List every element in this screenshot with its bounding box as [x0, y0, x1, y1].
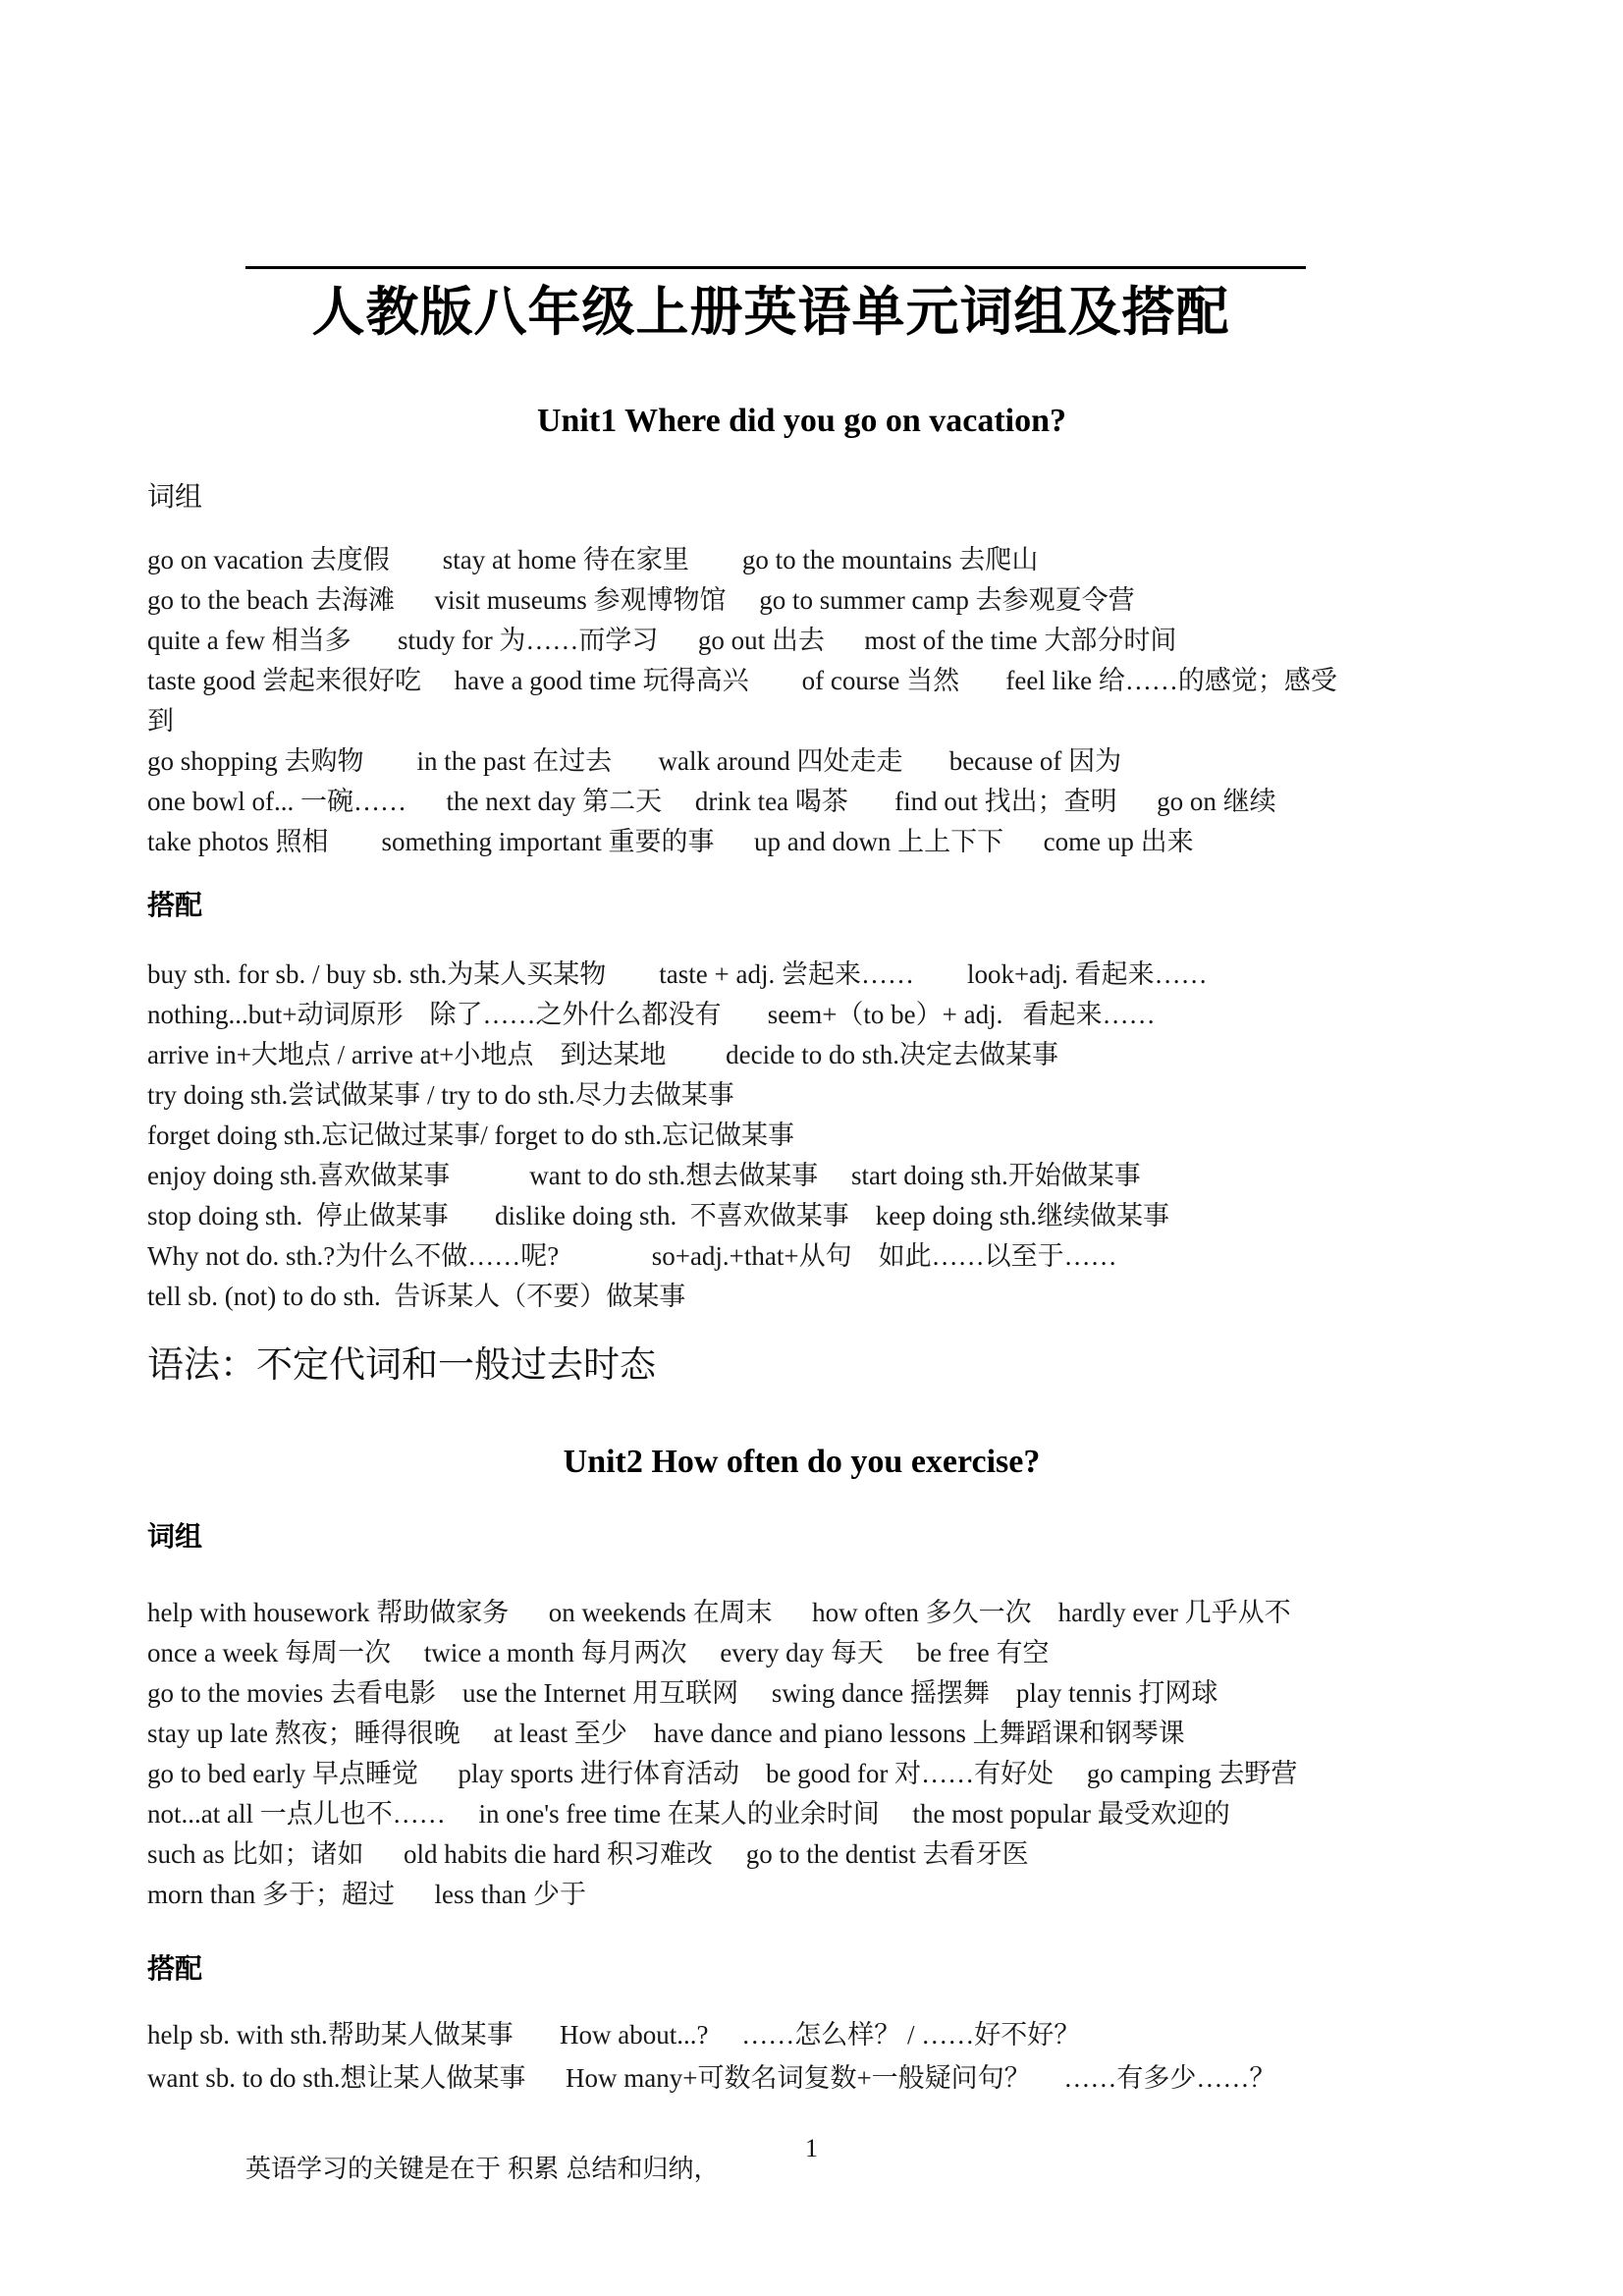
phrase-line: go to the beach 去海滩 visit museums 参观博物馆 go to summer camp 去参观夏令营 — [147, 585, 1135, 615]
unit2-collocations-list — [147, 2013, 1525, 2100]
phrase-line: such as 比如；诸如 old habits die hard 积习难改 go to the dentist 去看牙医 — [147, 1839, 1029, 1869]
unit1-collocations-label: 搭配 — [147, 890, 203, 920]
phrase-line: go shopping 去购物 in the past 在过去 walk around 四处走走 because of 因为 — [147, 746, 1122, 776]
phrase-line: go on vacation 去度假 stay at home 待在家里 go to the mountains 去爬山 — [147, 545, 1039, 574]
page-number: 1 — [805, 2134, 818, 2162]
phrase-line: not...at all 一点儿也不…… in one's free time 在某人的业余时间 the most popular 最受欢迎的 — [147, 1799, 1230, 1829]
footer-note: 英语学习的关键是在于 积累 总结和归纳， — [245, 2154, 720, 2183]
collocation-line: try doing sth.尝试做某事 / try to do sth.尽力去做某事 — [147, 1080, 734, 1110]
collocation-line: buy sth. for sb. / buy sb. sth.为某人买某物 taste + adj. 尝起来…… look+adj. 看起来…… — [147, 959, 1208, 989]
phrase-line: quite a few 相当多 study for 为……而学习 go out 出去 most of the time 大部分时间 — [147, 626, 1177, 655]
unit1-collocations-list — [147, 955, 1525, 1317]
phrase-line: taste good 尝起来很好吃 have a good time 玩得高兴 of course 当然 feel like 给……的感觉；感受 — [147, 666, 1337, 695]
phrase-line: go to the movies 去看电影 use the Internet 用互联网 swing dance 摇摆舞 play tennis 打网球 — [147, 1678, 1218, 1708]
collocation-line: tell sb. (not) to do sth. 告诉某人（不要）做某事 — [147, 1282, 686, 1311]
phrase-line: once a week 每周一次 twice a month 每月两次 every day 每天 be free 有空 — [147, 1638, 1050, 1667]
unit2-phrases-list — [147, 1593, 1525, 1915]
collocation-line: nothing...but+动词原形 除了……之外什么都没有 seem+（to be）+ adj. 看起来…… — [147, 1000, 1156, 1029]
collocation-line: want sb. to do sth.想让某人做某事 How many+可数名词复数+一般疑问句？ ……有多少……？ — [147, 2063, 1276, 2093]
phrase-line: help with housework 帮助做家务 on weekends 在周末 how often 多久一次 hardly ever 几乎从不 — [147, 1598, 1291, 1627]
unit2-phrases-label: 词组 — [147, 1521, 203, 1552]
title-rule — [245, 266, 1306, 269]
collocation-line: help sb. with sth.帮助某人做某事 How about...? ……怎么样？ / ……好不好？ — [147, 2020, 1081, 2050]
collocation-line: enjoy doing sth.喜欢做某事 want to do sth.想去做某事 start doing sth.开始做某事 — [147, 1161, 1141, 1190]
collocation-line: Why not do. sth.?为什么不做……呢? so+adj.+that+从句 如此……以至于…… — [147, 1241, 1117, 1271]
unit1-heading: Unit1 Where did you go on vacation? — [536, 403, 1067, 439]
phrase-line: morn than 多于；超过 less than 少于 — [147, 1880, 586, 1909]
phrase-line-continuation: 到 — [147, 706, 174, 736]
unit2-heading: Unit2 How often do you exercise? — [563, 1444, 1041, 1480]
unit1-grammar-note: 语法：不定代词和一般过去时态 — [147, 1345, 656, 1386]
phrase-line: stay up late 熬夜；睡得很晚 at least 至少 have dance and piano lessons 上舞蹈课和钢琴课 — [147, 1719, 1185, 1748]
collocation-line: forget doing sth.忘记做过某事/ forget to do sth.忘记做某事 — [147, 1121, 794, 1150]
collocation-line: stop doing sth. 停止做某事 dislike doing sth. 不喜欢做某事 keep doing sth.继续做某事 — [147, 1201, 1170, 1230]
unit1-phrases-label: 词组 — [147, 482, 203, 513]
phrase-line: one bowl of... 一碗…… the next day 第二天 drink tea 喝茶 find out 找出；查明 go on 继续 — [147, 787, 1276, 816]
unit2-collocations-label: 搭配 — [147, 1953, 203, 1984]
phrase-line: go to bed early 早点睡觉 play sports 进行体育活动 be good for 对……有好处 go camping 去野营 — [147, 1759, 1298, 1788]
unit1-phrases-list — [147, 540, 1525, 862]
page-title: 人教版八年级上册英语单元词组及搭配 — [311, 283, 1230, 342]
phrase-line: take photos 照相 something important 重要的事 up and down 上上下下 come up 出来 — [147, 827, 1194, 856]
collocation-line: arrive in+大地点 / arrive at+小地点 到达某地 decide to do sth.决定去做某事 — [147, 1040, 1059, 1069]
